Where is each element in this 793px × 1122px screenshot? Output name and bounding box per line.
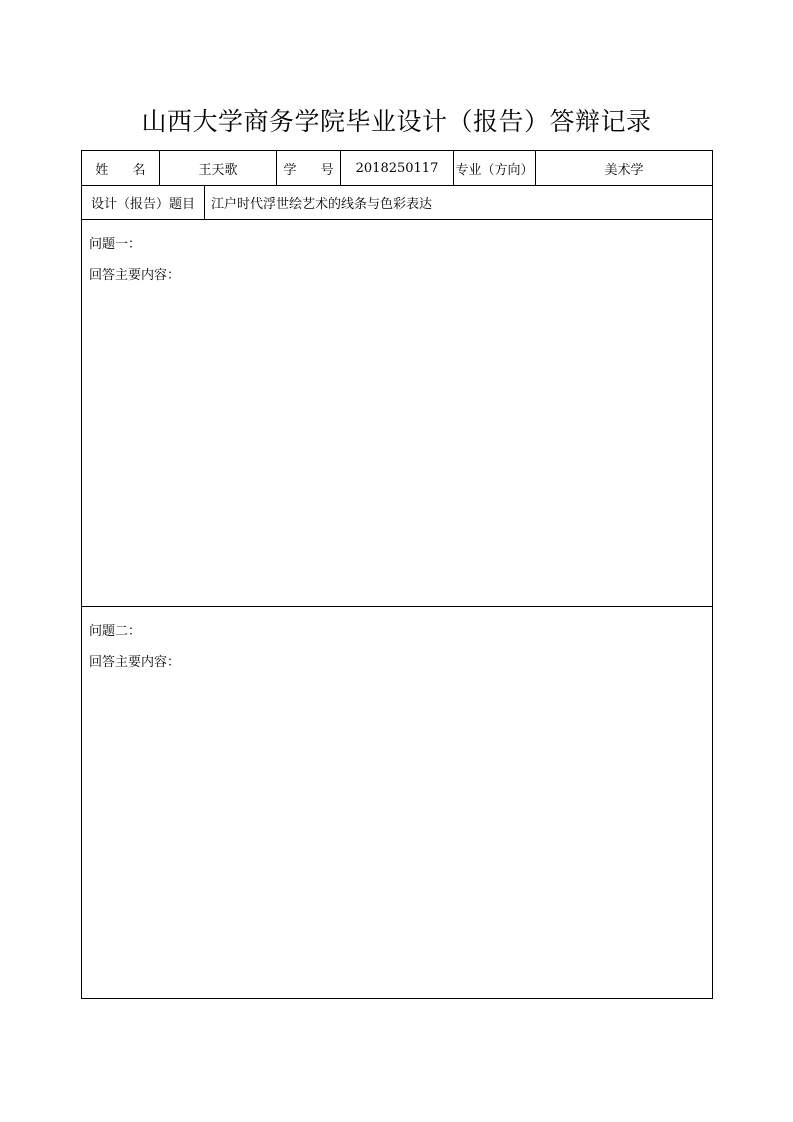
- topic-value: 江户时代浮世绘艺术的线条与色彩表达: [211, 197, 433, 212]
- student-id-label: 学 号: [277, 151, 341, 185]
- question-block-1: [82, 220, 712, 607]
- page-title: 山西大学商务学院毕业设计（报告）答辩记录: [141, 107, 652, 136]
- major-value: 美术学: [604, 162, 644, 178]
- answer-2-label: 回答主要内容：: [89, 655, 181, 670]
- answer-1-area[interactable]: [89, 290, 705, 598]
- topic-label: 设计（报告）题目: [82, 186, 205, 219]
- student-info-row: [82, 151, 712, 186]
- topic-row: [82, 186, 712, 220]
- question-1-label: 问题一：: [89, 237, 142, 252]
- question-block-2: [82, 607, 712, 998]
- name-label: 姓 名: [82, 151, 160, 185]
- answer-1-label: 回答主要内容：: [89, 268, 181, 283]
- answer-2-area[interactable]: [89, 677, 705, 990]
- defense-record-form: [81, 150, 713, 999]
- student-id-value: 2018250117: [341, 151, 454, 185]
- name-value: 王天歌: [160, 151, 277, 185]
- major-label: 专业（方向）: [454, 151, 536, 185]
- question-2-label: 问题二：: [89, 624, 142, 639]
